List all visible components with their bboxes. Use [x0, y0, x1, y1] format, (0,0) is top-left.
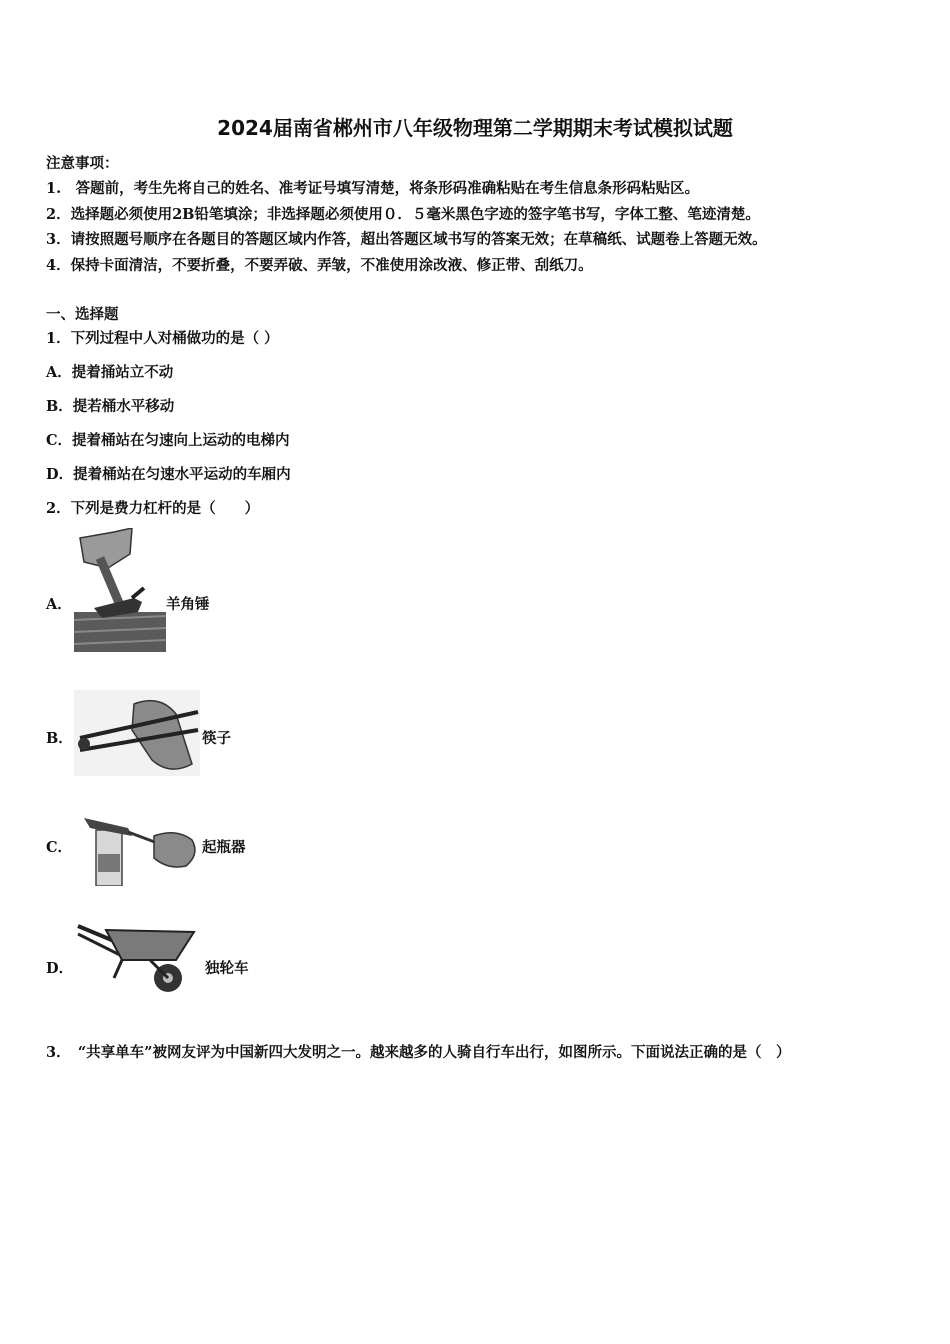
question-2-option-c-label: 起瓶器	[202, 839, 246, 856]
question-1-option-c: C．提着桶站在匀速向上运动的电梯内	[46, 432, 290, 449]
question-2-option-a-label: 羊角锤	[166, 596, 210, 613]
notice-heading: 注意事项：	[46, 155, 119, 172]
question-2-option-c-letter: C．	[46, 839, 73, 856]
question-1-stem: 1．下列过程中人对桶做功的是（ ）	[46, 330, 279, 347]
question-2-option-a-letter: A．	[46, 596, 72, 613]
question-2-option-d-label: 独轮车	[205, 960, 249, 977]
question-2-option-b-label: 筷子	[202, 730, 231, 747]
hammer-icon	[74, 528, 168, 654]
page-title: 2024届南省郴州市八年级物理第二学期期末考试模拟试题	[217, 116, 733, 140]
question-1-option-a: A．提着捅站立不动	[46, 364, 174, 381]
notice-item: 1. 答题前，考生先将自己的姓名、准考证号填写清楚，将条形码准确粘贴在考生信息条形码粘贴区。	[46, 180, 700, 197]
section-heading: 一、选择题	[46, 306, 119, 323]
bottle-opener-icon	[80, 810, 200, 886]
wheelbarrow-icon	[76, 916, 198, 996]
question-2-option-d-letter: D．	[46, 960, 74, 977]
notice-item: 4．保持卡面清洁，不要折叠，不要弄破、弄皱，不准使用涂改液、修正带、刮纸刀。	[46, 257, 593, 274]
question-2-stem: 2．下列是费力杠杆的是（ ）	[46, 500, 260, 517]
question-2-option-b-letter: B．	[46, 730, 73, 747]
question-3-stem: 3． “共享单车”被网友评为中国新四大发明之一。越来越多的人骑自行车出行，如图所示。下面说法正确的是（ ）	[46, 1044, 791, 1061]
question-1-option-b: B．提若桶水平移动	[46, 398, 175, 415]
notice-item: 3．请按照题号顺序在各题目的答题区域内作答，超出答题区域书写的答案无效；在草稿纸、试题卷上答题无效。	[46, 231, 767, 248]
question-1-option-d: D．提着桶站在匀速水平运动的车厢内	[46, 466, 291, 483]
notice-item: 2．选择题必须使用2B铅笔填涂；非选择题必须使用０．５毫米黑色字迹的签字笔书写，字体工整、笔迹清楚。	[46, 206, 760, 223]
chopsticks-icon	[74, 690, 200, 776]
